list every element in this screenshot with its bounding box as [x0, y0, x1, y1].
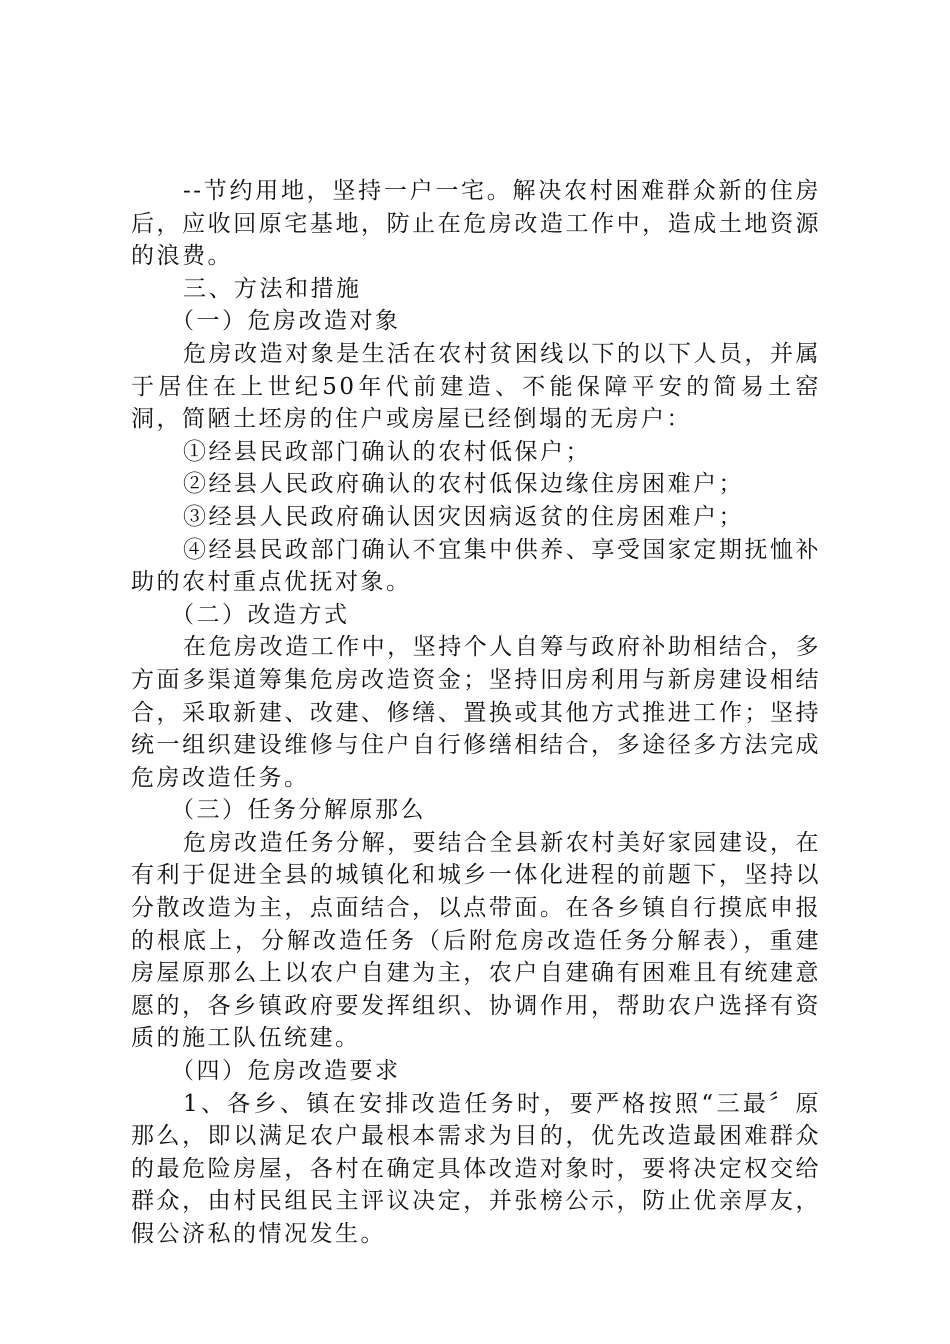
paragraph-targets: 危房改造对象是生活在农村贫困线以下的以下人员，并属于居住在上世纪50年代前建造、不能保障平安的简易土窑洞，简陋土坯房的住户或房屋已经倒塌的无房户：: [131, 340, 821, 433]
list-item-1: ①经县民政部门确认的农村低保户；: [183, 438, 591, 465]
section-heading-methods: 三、方法和措施: [183, 275, 362, 302]
paragraph-requirements-1: 1、各乡、镇在安排改造任务时，要严格按照“三最〞原那么，即以满足农户最根本需求为目的，优先改造最困难群众的最危险房屋，各村在确定具体改造对象时，要将决定权交给群众，由村民组民主评议决定，并张榜公示，防止优亲厚友，假公济私的情况发生。: [131, 1090, 821, 1247]
subheading-task-principle: （三）任务分解原那么: [171, 797, 426, 824]
list-item-2: ②经县人民政府确认的农村低保边缘住房困难户；: [183, 471, 744, 498]
subheading-methods: （二）改造方式: [171, 601, 350, 628]
paragraph-methods: 在危房改造工作中，坚持个人自筹与政府补助相结合，多方面多渠道筹集危房改造资金；坚持旧房利用与新房建设相结合，采取新建、改建、修缮、置换或其他方式推进工作；坚持统一组织建设维修与住户自行修缮相结合，多途径多方法完成危房改造任务。: [131, 634, 821, 791]
list-item-3: ③经县人民政府确认因灾因病返贫的住房困难户；: [183, 503, 744, 530]
paragraph-task-principle: 危房改造任务分解，要结合全县新农村美好家园建设，在有利于促进全县的城镇化和城乡一体化进程的前题下，坚持以分散改造为主，点面结合，以点带面。在各乡镇自行摸底申报的根底上，分解改造任务（后附危房改造任务分解表），重建房屋原那么上以农户自建为主，农户自建确有困难且有统建意愿的，各乡镇政府要发挥组织、协调作用，帮助农户选择有资质的施工队伍统建。: [131, 829, 821, 1052]
paragraph-land-saving: --节约用地，坚持一户一宅。解决农村困难群众新的住房后，应收回原宅基地，防止在危房改造工作中，造成土地资源的浪费。: [131, 178, 821, 270]
subheading-targets: （一）危房改造对象: [171, 308, 401, 335]
document-body: [131, 175, 821, 1251]
list-item-4: ④经县民政部门确认不宜集中供养、享受国家定期抚恤补助的农村重点优抚对象。: [131, 536, 821, 596]
subheading-requirements: （四）危房改造要求: [171, 1058, 401, 1085]
